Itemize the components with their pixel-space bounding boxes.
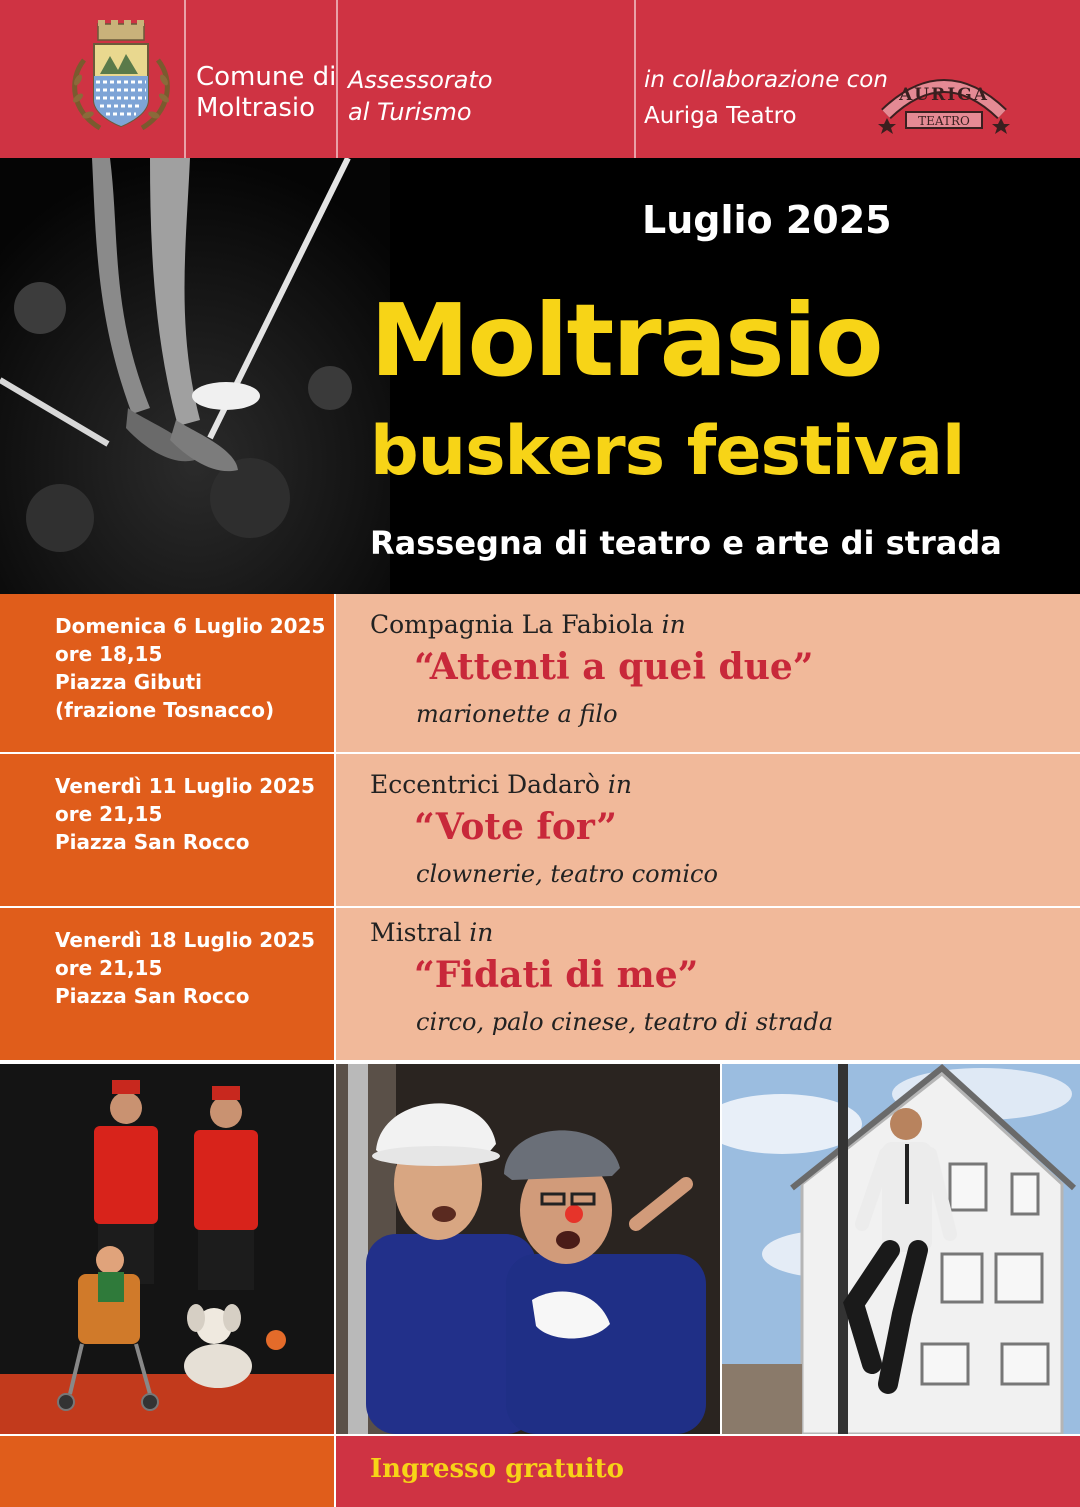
- coat-of-arms-icon: [66, 20, 176, 135]
- hero-section: [0, 158, 1080, 594]
- municipality-name: [196, 62, 336, 124]
- tightrope-walker-photo: [0, 158, 390, 594]
- department-line1: Assessorato: [348, 66, 493, 94]
- free-entry-text: Ingresso gratuito: [370, 1454, 625, 1484]
- event-row: [0, 594, 1080, 752]
- municipality-line1: Comune di: [196, 62, 337, 92]
- event-date: Venerdì 18 Luglio 2025: [55, 928, 315, 952]
- event-company: [370, 610, 686, 639]
- municipality-line2: Moltrasio: [196, 93, 316, 123]
- header-divider: [634, 0, 636, 158]
- footer-left-block: [0, 1436, 334, 1507]
- clown-performers-photo: [336, 1064, 720, 1434]
- in-word: in: [661, 610, 686, 639]
- event-row: [0, 908, 1080, 1060]
- collaboration-prefix: in collaborazione con: [644, 67, 888, 93]
- event-info-cell: [336, 908, 1080, 1060]
- header-divider: [184, 0, 186, 158]
- event-date: Venerdì 11 Luglio 2025: [55, 774, 315, 798]
- auriga-teatro-logo: [878, 66, 1010, 136]
- event-info-cell: [336, 594, 1080, 752]
- event-company: [370, 770, 632, 799]
- event-show-title: “Attenti a quei due”: [414, 646, 814, 688]
- pole-acrobat-photo: [722, 1064, 1080, 1434]
- event-time: ore 21,15: [55, 802, 163, 826]
- event-info-cell: [336, 754, 1080, 906]
- event-genre: clownerie, teatro comico: [416, 860, 718, 888]
- event-show-title: “Fidati di me”: [414, 954, 699, 996]
- event-venue: Piazza San Rocco: [55, 830, 250, 854]
- company-name: Compagnia La Fabiola: [370, 610, 654, 639]
- event-venue-detail: (frazione Tosnacco): [55, 698, 275, 722]
- event-date-block: [55, 772, 315, 856]
- event-date-cell: [0, 908, 334, 1060]
- collaboration-text: [644, 62, 888, 134]
- event-time: ore 21,15: [55, 956, 163, 980]
- event-date: Domenica 6 Luglio 2025: [55, 614, 326, 638]
- in-word: in: [469, 918, 494, 947]
- event-row: [0, 754, 1080, 906]
- department-name: [348, 64, 493, 128]
- collaboration-partner: Auriga Teatro: [644, 103, 797, 129]
- events-table: [0, 594, 1080, 1060]
- marionette-performers-photo: [0, 1064, 334, 1434]
- event-time: ore 18,15: [55, 642, 163, 666]
- event-date-cell: [0, 594, 334, 752]
- event-date-block: [55, 612, 325, 724]
- event-month: Luglio 2025: [642, 198, 892, 242]
- event-company: [370, 918, 493, 947]
- event-genre: marionette a filo: [416, 700, 618, 728]
- event-date-cell: [0, 754, 334, 906]
- event-date-block: [55, 926, 315, 1010]
- header-divider: [336, 0, 338, 158]
- department-line2: al Turismo: [348, 98, 472, 126]
- performer-photos: [0, 1064, 1080, 1434]
- footer-right-block: [336, 1436, 1080, 1507]
- svg-text:AURIGA: AURIGA: [899, 85, 989, 105]
- footer-bar: [0, 1436, 1080, 1507]
- header-bar: [0, 0, 1080, 158]
- festival-subtitle: Rassegna di teatro e arte di strada: [370, 524, 1002, 562]
- event-venue: Piazza Gibuti: [55, 670, 202, 694]
- in-word: in: [607, 770, 633, 799]
- company-name: Mistral: [370, 918, 462, 947]
- svg-text:TEATRO: TEATRO: [918, 114, 970, 128]
- event-genre: circo, palo cinese, teatro di strada: [416, 1008, 834, 1036]
- company-name: Eccentrici Dadarò: [370, 770, 600, 799]
- festival-title-line2: buskers festival: [370, 412, 965, 491]
- event-venue: Piazza San Rocco: [55, 984, 250, 1008]
- festival-title-line1: Moltrasio: [370, 282, 882, 399]
- event-show-title: “Vote for”: [414, 806, 617, 848]
